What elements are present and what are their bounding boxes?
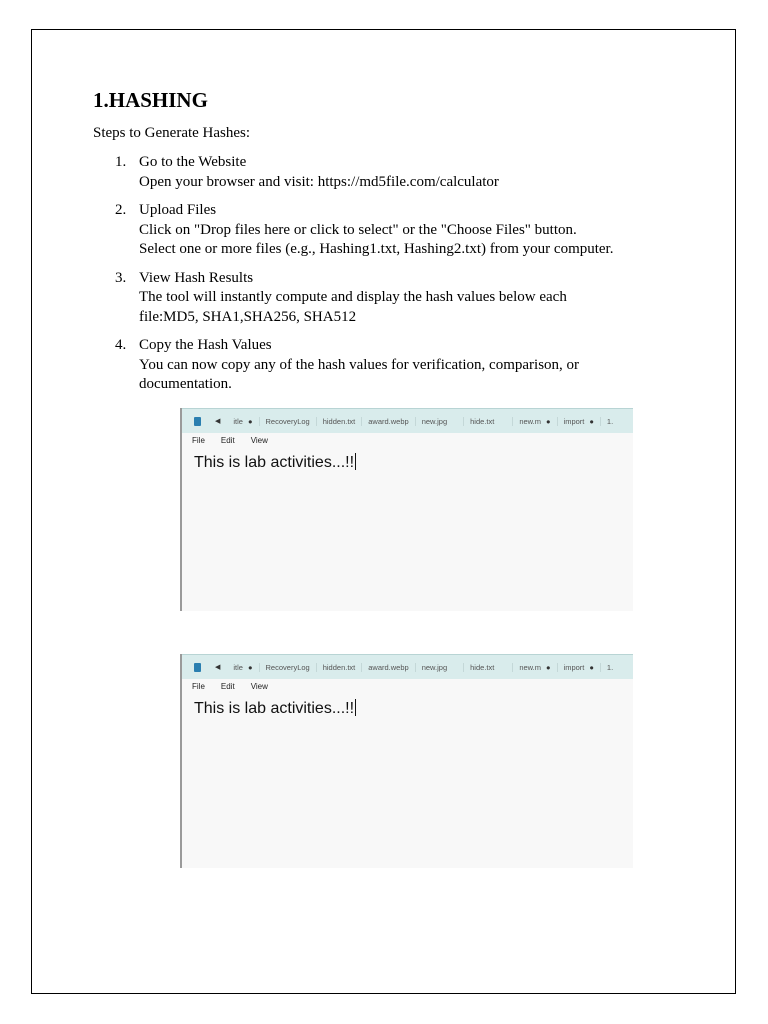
- tab: award.webp: [362, 417, 415, 426]
- menu-bar: [182, 679, 633, 693]
- back-arrow-icon: ◀: [215, 664, 221, 671]
- tab: new.jpg: [416, 663, 464, 672]
- tab: award.webp: [362, 663, 415, 672]
- step-number: 3.: [115, 269, 127, 286]
- menu-file: File: [192, 681, 205, 691]
- editor-content: [182, 693, 633, 719]
- tab: 1.: [606, 662, 614, 672]
- step-heading: Go to the Website: [139, 154, 247, 170]
- tab: hide.txt: [464, 417, 513, 426]
- tab: import ●: [558, 663, 601, 672]
- tab: 1.: [606, 416, 614, 426]
- tab: itle ●: [227, 417, 259, 426]
- step-number: 2.: [115, 202, 127, 218]
- step-text: The tool will instantly compute and display the hash values below each file:MD5, SHA1,SHA256, SHA512: [139, 289, 567, 325]
- tab: itle ●: [227, 663, 259, 672]
- menu-view: View: [250, 681, 268, 691]
- menu-file: File: [192, 435, 205, 445]
- step-text: You can now copy any of the hash values for verification, comparison, or documentation.: [139, 356, 580, 392]
- notepad-screenshot: [180, 654, 633, 868]
- editor-text: This is lab activities...!!: [194, 454, 355, 471]
- notepad-screenshot: [180, 408, 633, 611]
- menu-edit: Edit: [220, 435, 235, 445]
- step-heading: Upload Files: [139, 202, 217, 218]
- menu-edit: Edit: [220, 681, 235, 691]
- step-number: 1.: [115, 154, 127, 170]
- tab: hidden.txt: [317, 417, 363, 426]
- step-heading: View Hash Results: [139, 269, 254, 286]
- text-caret: [355, 453, 356, 470]
- list-item: [115, 153, 695, 192]
- text-caret: [355, 699, 356, 716]
- menu-bar: [182, 433, 633, 447]
- tab-bar: [182, 654, 633, 679]
- intro-text: Steps to Generate Hashes:: [93, 125, 251, 141]
- editor-content: [182, 447, 633, 473]
- tab: import ●: [558, 417, 601, 426]
- step-text: Open your browser and visit: https://md5file.com/calculator: [139, 173, 499, 190]
- notepad-icon: [194, 663, 201, 672]
- page-title: 1.HASHING: [93, 88, 208, 112]
- notepad-icon: [194, 417, 201, 426]
- menu-view: View: [250, 435, 268, 445]
- step-number: 4.: [115, 337, 127, 353]
- steps-list: [115, 153, 695, 404]
- step-heading: Copy the Hash Values: [139, 337, 272, 353]
- tab: new.m ●: [513, 417, 557, 426]
- tab-bar: [182, 408, 633, 433]
- tab: RecoveryLog: [260, 663, 317, 672]
- list-item: [115, 201, 695, 260]
- tab: new.jpg: [416, 417, 464, 426]
- list-item: [115, 336, 695, 395]
- tab: hide.txt: [464, 663, 513, 672]
- step-text: Click on "Drop files here or click to select" or the "Choose Files" button.: [139, 221, 577, 238]
- tab: RecoveryLog: [260, 417, 317, 426]
- step-text: Select one or more files (e.g., Hashing1.txt, Hashing2.txt) from your computer.: [139, 241, 614, 257]
- editor-text: This is lab activities...!!: [194, 700, 355, 717]
- back-arrow-icon: ◀: [215, 418, 221, 425]
- tab: new.m ●: [513, 663, 557, 672]
- list-item: [115, 269, 695, 328]
- tab: hidden.txt: [317, 663, 363, 672]
